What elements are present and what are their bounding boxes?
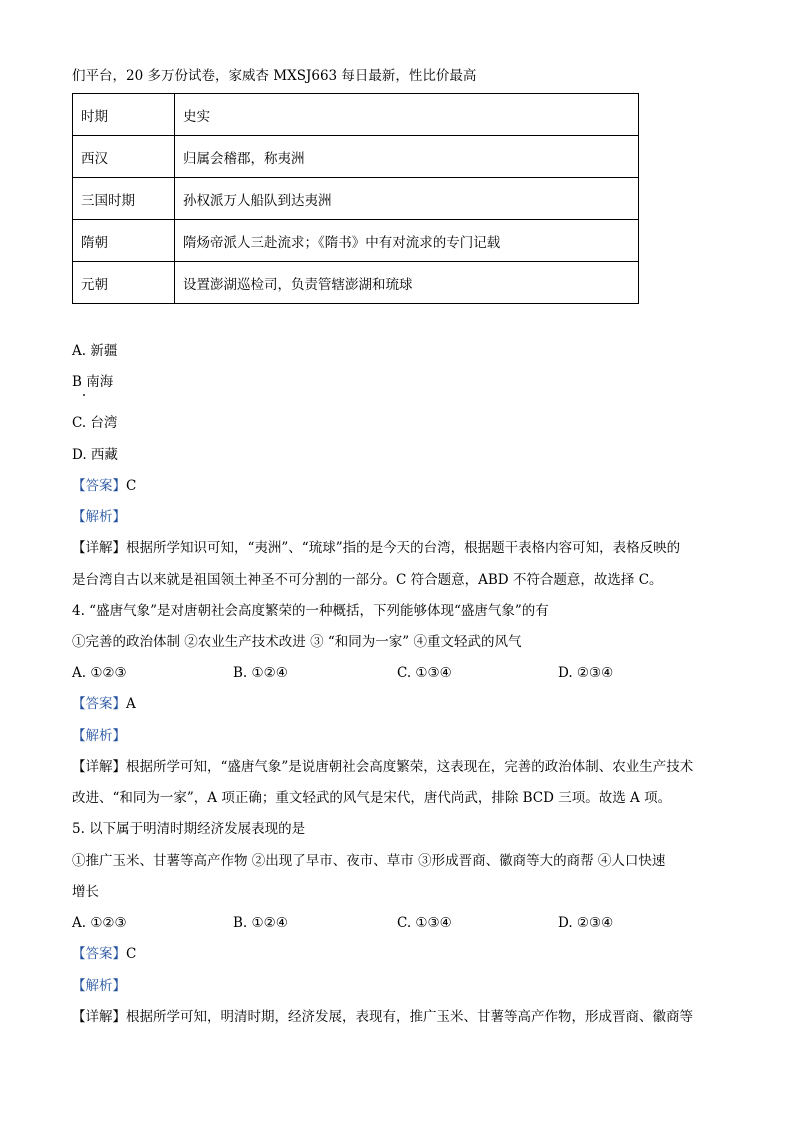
q4-items: ①完善的政治体制 ②农业生产技术改进 ③ “和同为一家” ④重文轻武的风气 — [72, 634, 522, 650]
detail-tag: 【详解】 — [72, 540, 126, 556]
answer-value: C — [126, 946, 137, 962]
table-cell-period: 西汉 — [73, 136, 175, 178]
q5-items-line-1: ①推广玉米、甘薯等高产作物 ②出现了早市、夜市、草市 ③形成晋商、徽商等大的商帮 ④人口快速 — [72, 853, 666, 869]
history-table — [72, 93, 639, 304]
table-cell-fact: 设置澎湖巡检司，负责管辖澎湖和琉球 — [175, 262, 639, 304]
q3-option-b: B 南海 — [72, 374, 114, 390]
q4-analysis-tag: 【解析】 — [72, 728, 126, 744]
table-cell-fact: 孙权派万人船队到达夷洲 — [175, 178, 639, 220]
answer-tag: 【答案】 — [72, 946, 126, 962]
table-row — [73, 178, 639, 220]
detail-text: 根据所学知识可知，“夷洲”、“琉球”指的是今天的台湾，根据题干表格内容可知，表格反映的 — [126, 540, 681, 556]
q4-stem: 4. “盛唐气象”是对唐朝社会高度繁荣的一种概括，下列能够体现“盛唐气象”的有 — [72, 603, 549, 619]
table-header-period: 时期 — [73, 94, 175, 136]
detail-text: 根据所学可知，明清时期，经济发展，表现有，推广玉米、甘薯等高产作物，形成晋商、徽商等 — [126, 1009, 693, 1025]
table-row — [73, 220, 639, 262]
q3-analysis-tag: 【解析】 — [72, 509, 126, 525]
q5-answer — [72, 944, 136, 964]
q5-detail-line-1 — [72, 1007, 693, 1027]
table-cell-period: 三国时期 — [73, 178, 175, 220]
q3-option-d: D. 西藏 — [72, 447, 118, 463]
q3-answer — [72, 476, 136, 496]
q5-option-d: D. ②③④ — [558, 915, 614, 931]
page-header-line: 们平台，20 多万份试卷，家威杏 MXSJ663 每日最新，性比价最高 — [72, 68, 477, 84]
q3-option-a: A. 新疆 — [72, 343, 118, 359]
q5-option-a: A. ①②③ — [72, 915, 127, 931]
table-row — [73, 136, 639, 178]
detail-tag: 【详解】 — [72, 1009, 126, 1025]
table-cell-period: 隋朝 — [73, 220, 175, 262]
detail-tag: 【详解】 — [72, 759, 126, 775]
q4-option-a: A. ①②③ — [72, 665, 127, 681]
table-cell-fact: 归属会稽郡，称夷洲 — [175, 136, 639, 178]
table-row — [73, 262, 639, 304]
stray-dot-mark — [83, 394, 85, 396]
table-cell-period: 元朝 — [73, 262, 175, 304]
table-cell-fact: 隋炀帝派人三赴流求；《隋书》中有对流求的专门记载 — [175, 220, 639, 262]
q4-answer — [72, 694, 136, 714]
q4-option-d: D. ②③④ — [558, 665, 614, 681]
q5-analysis-tag: 【解析】 — [72, 978, 126, 994]
q5-stem: 5. 以下属于明清时期经济发展表现的是 — [72, 821, 306, 837]
q5-option-c: C. ①③④ — [397, 915, 452, 931]
q3-option-c: C. 台湾 — [72, 415, 118, 431]
q5-option-b: B. ①②④ — [233, 915, 288, 931]
q4-option-c: C. ①③④ — [397, 665, 452, 681]
answer-value: C — [126, 478, 137, 494]
q4-detail-line-2: 改进、“和同为一家”，A 项正确；重文轻武的风气是宋代，唐代尚武，排除 BCD 三项。故选 A 项。 — [72, 790, 672, 806]
table-header-row — [73, 94, 639, 136]
table-header-fact: 史实 — [175, 94, 639, 136]
q3-detail-line-1 — [72, 538, 680, 558]
q4-detail-line-1 — [72, 757, 693, 777]
q4-option-b: B. ①②④ — [233, 665, 288, 681]
q3-detail-line-2: 是台湾自古以来就是祖国领土神圣不可分割的一部分。C 符合题意，ABD 不符合题意，故选择 C。 — [72, 572, 663, 588]
answer-tag: 【答案】 — [72, 696, 126, 712]
detail-text: 根据所学可知，“盛唐气象”是说唐朝社会高度繁荣，这表现在，完善的政治体制、农业生产技术 — [126, 759, 694, 775]
answer-tag: 【答案】 — [72, 478, 126, 494]
q5-items-line-2: 增长 — [72, 884, 99, 900]
answer-value: A — [126, 696, 136, 712]
